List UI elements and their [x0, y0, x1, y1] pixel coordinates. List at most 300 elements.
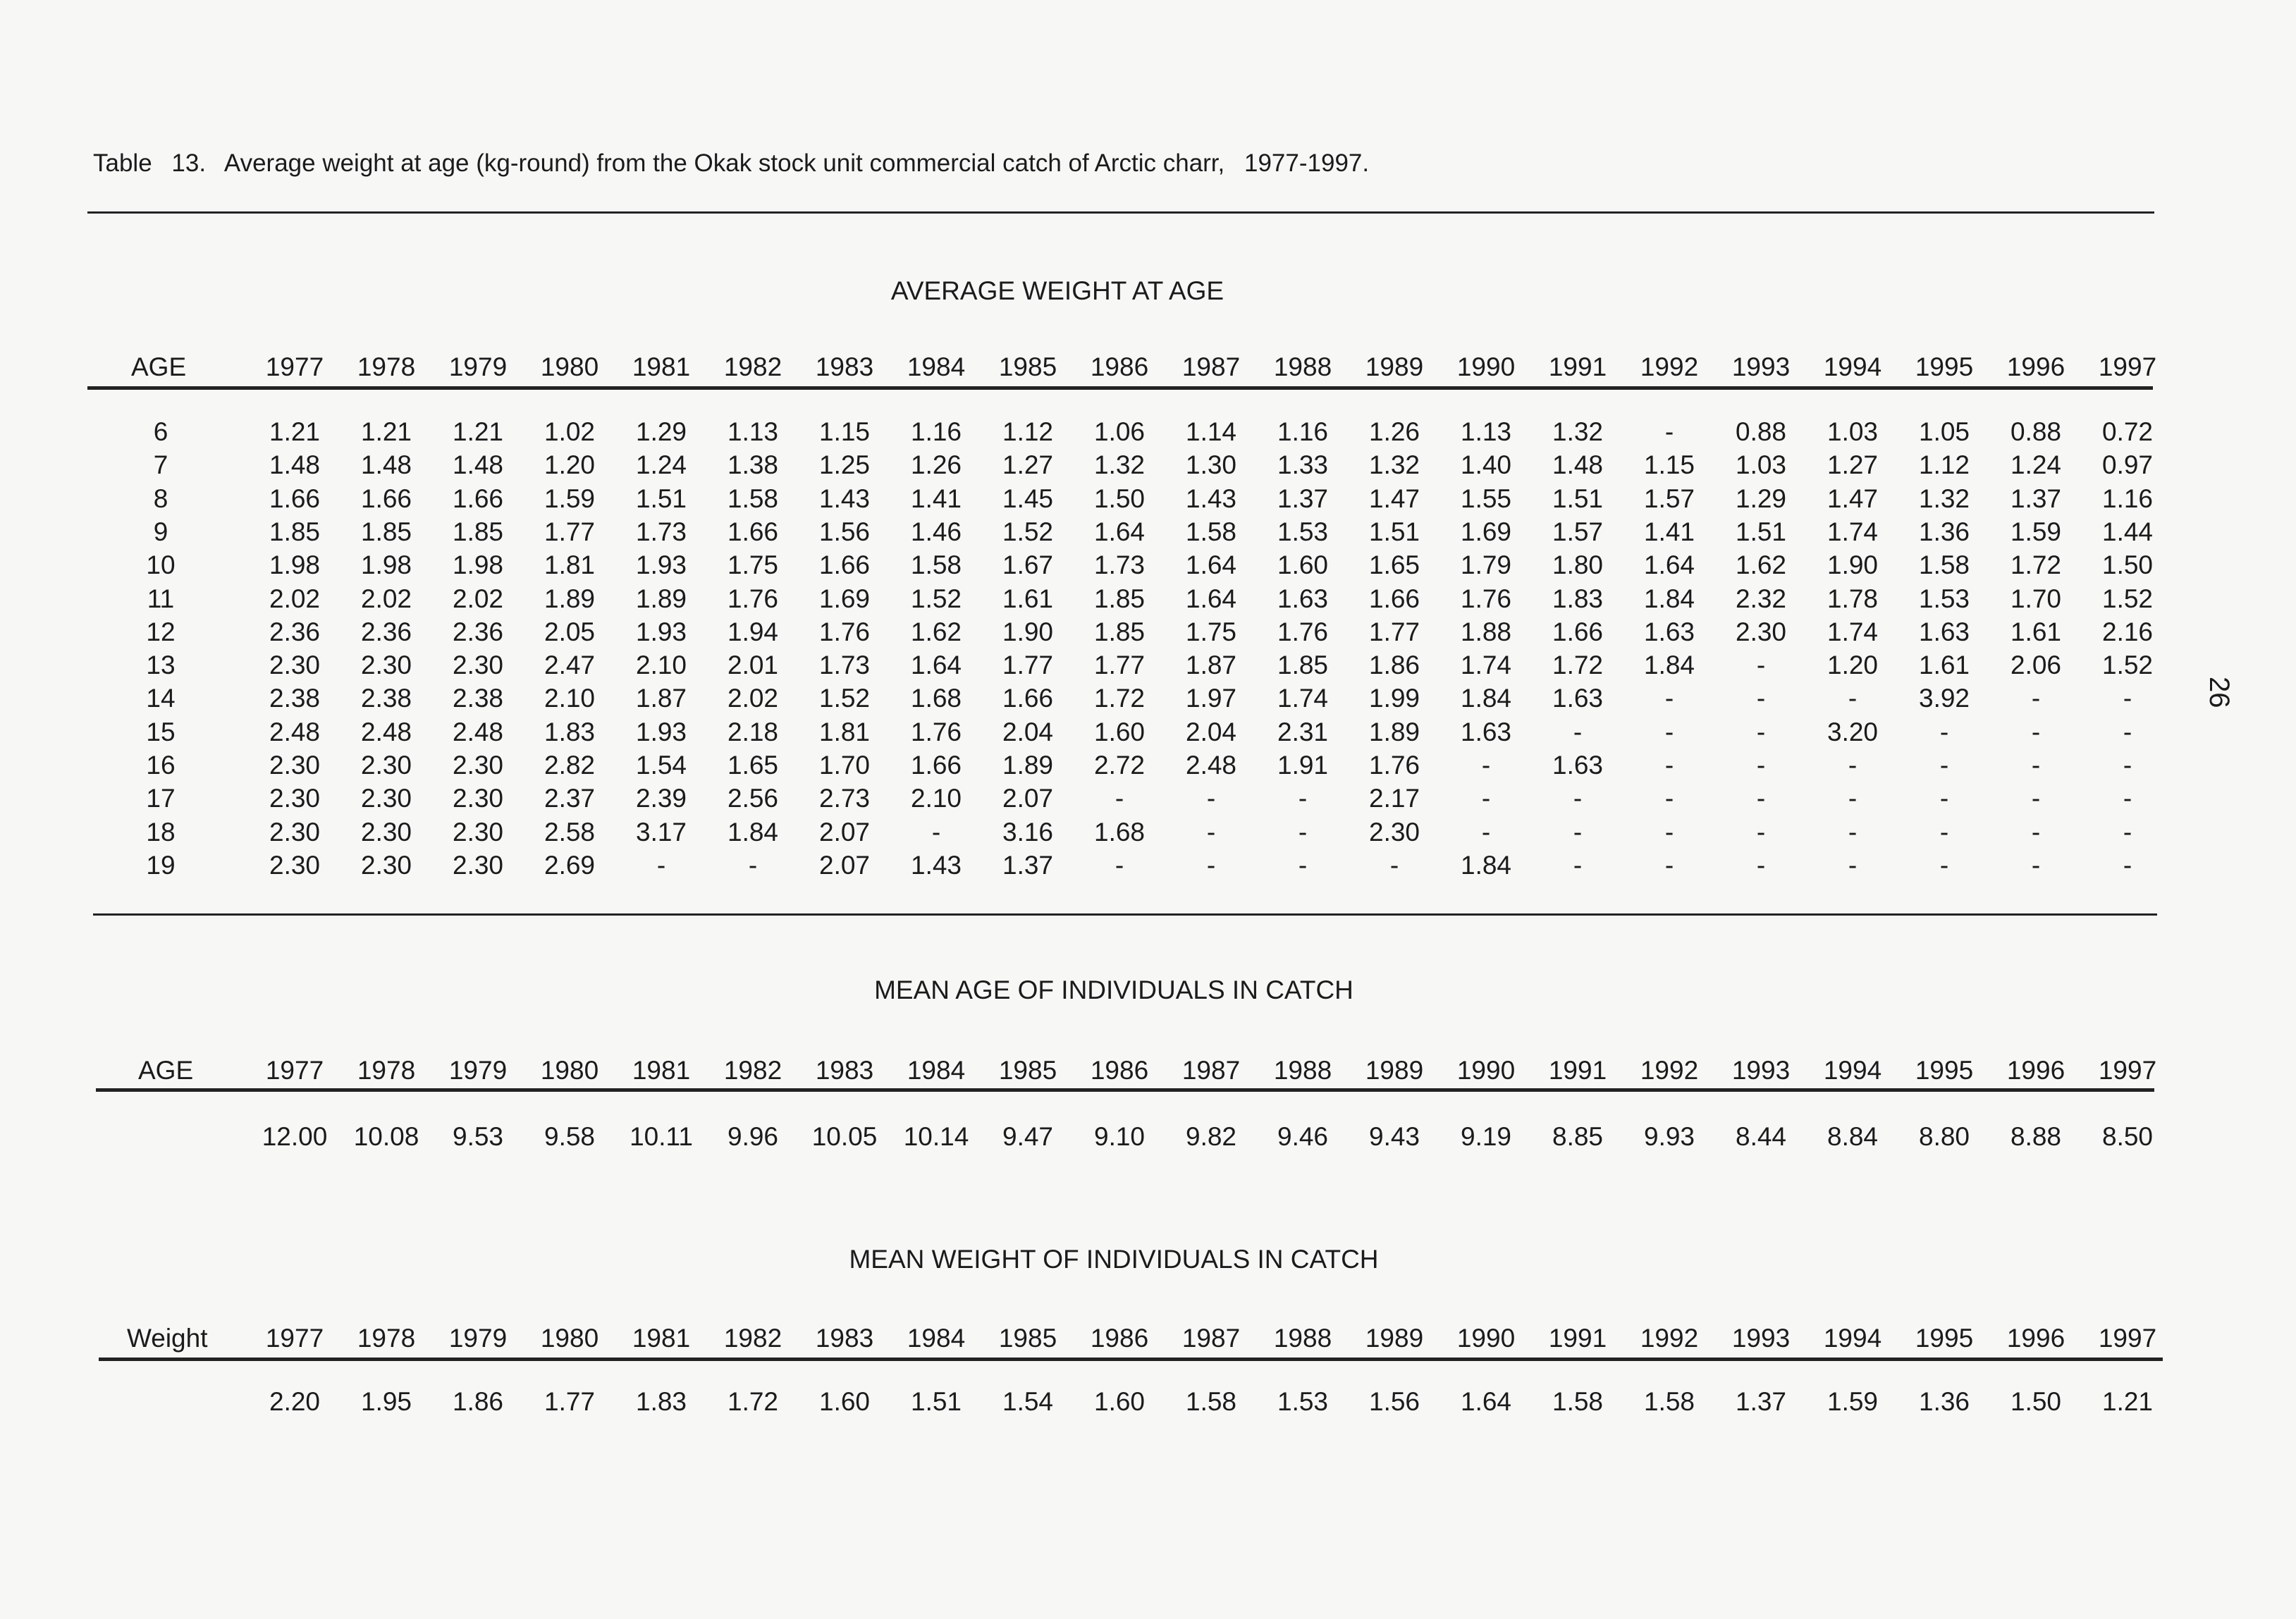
weight-cell-text: -: [1756, 684, 1766, 713]
mean-weight-cell-text: 1.56: [1368, 1387, 1420, 1416]
weight-cell-text: 1.56: [818, 517, 871, 546]
weight-cell-text: -: [1664, 751, 1674, 780]
weight-cell-text: -: [1756, 784, 1766, 813]
weight-cell-text: 1.41: [1643, 517, 1695, 546]
average-weight-header-rule: [87, 386, 2153, 390]
weight-cell-text: 1.45: [1002, 484, 1054, 513]
weight-cell-text: 2.56: [727, 784, 779, 813]
weight-cell-text: 1.40: [1460, 450, 1512, 479]
weight-cell-text: 1.24: [2010, 450, 2062, 479]
weight-cell-text: 1.24: [635, 450, 687, 479]
weight-cell-text: 1.68: [1093, 818, 1146, 847]
mean-weight-cell-text: 1.21: [2101, 1387, 2154, 1416]
mean-age-cell-text: 10.05: [811, 1122, 878, 1151]
mean-weight-cell-text: 1.37: [1735, 1387, 1787, 1416]
weight-cell-text: 1.44: [2101, 517, 2154, 546]
mean-weight-cell-text: 1.58: [1552, 1387, 1604, 1416]
weight-cell-text: 1.74: [1460, 651, 1512, 679]
table-row: [0, 684, 2296, 718]
weight-cell-text: 1.64: [1643, 550, 1695, 579]
table-row: [0, 617, 2296, 651]
weight-cell-text: 1.26: [1368, 417, 1420, 446]
weight-cell-text: 1.98: [360, 550, 412, 579]
weight-cell-text: 1.78: [1827, 584, 1879, 613]
weight-cell-text: 2.30: [360, 651, 412, 679]
weight-cell-text: 1.77: [1002, 651, 1054, 679]
weight-cell-text: 1.84: [1643, 584, 1695, 613]
year-header-cell-text: 1982: [723, 352, 782, 381]
weight-cell-text: -: [1939, 851, 1949, 880]
weight-cell-text: 1.63: [1460, 718, 1512, 746]
mean-weight-header-rule: [99, 1358, 2163, 1361]
weight-cell-text: -: [1756, 851, 1766, 880]
weight-cell-text: 2.01: [727, 651, 779, 679]
weight-cell-text: 1.52: [1002, 517, 1054, 546]
weight-cell-text: 1.83: [544, 718, 596, 746]
weight-cell-text: 2.07: [818, 818, 871, 847]
weight-cell-text: 1.57: [1643, 484, 1695, 513]
weight-cell-text: -: [1481, 751, 1491, 780]
weight-cell-text: 1.64: [1185, 584, 1237, 613]
mean-age-cell-text: 9.47: [1002, 1122, 1054, 1151]
weight-cell-text: -: [1481, 818, 1491, 847]
year-header-cell-text: 1989: [1365, 1056, 1424, 1085]
weight-cell-text: 1.84: [727, 818, 779, 847]
mean-age-cell-text: 8.88: [2010, 1122, 2062, 1151]
mean-weight-row-header: Weight: [127, 1324, 208, 1353]
mean-weight-title: MEAN WEIGHT OF INDIVIDUALS IN CATCH: [849, 1245, 1379, 1274]
weight-cell-text: 1.52: [910, 584, 962, 613]
age-cell-text: 7: [153, 450, 168, 479]
age-cell-text: 15: [146, 718, 176, 746]
weight-cell-text: -: [2031, 718, 2041, 746]
mean-age-cell-text: 10.08: [353, 1122, 419, 1151]
weight-cell-text: 1.32: [1918, 484, 1970, 513]
weight-cell-text: 1.61: [2010, 617, 2062, 646]
weight-cell-text: -: [2031, 851, 2041, 880]
weight-cell-text: 1.89: [1368, 718, 1420, 746]
weight-cell-text: -: [2123, 684, 2132, 713]
mean-weight-values-row: [0, 1387, 2296, 1421]
weight-cell-text: -: [1115, 851, 1124, 880]
mean-weight-cell-text: 1.58: [1185, 1387, 1237, 1416]
year-header-cell-text: 1992: [1640, 352, 1699, 381]
weight-cell-text: 1.66: [1002, 684, 1054, 713]
weight-cell-text: 2.36: [452, 617, 504, 646]
weight-cell-text: 1.02: [544, 417, 596, 446]
year-header-cell-text: 1980: [540, 352, 599, 381]
weight-cell-text: -: [1206, 851, 1216, 880]
weight-cell-text: 1.63: [1918, 617, 1970, 646]
weight-cell-text: 1.60: [1093, 718, 1146, 746]
year-header-cell-text: 1985: [998, 352, 1057, 381]
weight-cell-text: 1.62: [1735, 550, 1787, 579]
weight-cell-text: -: [1848, 818, 1858, 847]
year-header-cell-text: 1995: [1915, 1324, 1974, 1353]
weight-cell-text: 2.04: [1185, 718, 1237, 746]
weight-cell-text: 1.77: [1093, 651, 1146, 679]
year-header-cell-text: 1992: [1640, 1056, 1699, 1085]
average-weight-title: AVERAGE WEIGHT AT AGE: [890, 276, 1224, 305]
age-cell-text: 9: [153, 517, 168, 546]
mean-weight-cell-text: 1.83: [635, 1387, 687, 1416]
weight-cell-text: -: [1664, 851, 1674, 880]
weight-cell-text: 3.17: [635, 818, 687, 847]
weight-cell-text: 1.91: [1277, 751, 1329, 780]
mean-weight-cell-text: 2.20: [269, 1387, 321, 1416]
mean-weight-cell-text: 1.95: [360, 1387, 412, 1416]
table-row: [0, 651, 2296, 684]
weight-cell-text: 1.48: [452, 450, 504, 479]
table-row: [0, 584, 2296, 618]
mean-age-title: MEAN AGE OF INDIVIDUALS IN CATCH: [874, 975, 1353, 1004]
mean-age-cell-text: 9.53: [452, 1122, 504, 1151]
weight-cell-text: 1.63: [1277, 584, 1329, 613]
year-header-cell-text: 1996: [2006, 1056, 2065, 1085]
weight-cell-text: 1.61: [1002, 584, 1054, 613]
weight-cell-text: 2.82: [544, 751, 596, 780]
year-header-cell-text: 1994: [1823, 352, 1882, 381]
weight-cell-text: -: [1756, 718, 1766, 746]
weight-cell-text: -: [1939, 718, 1949, 746]
weight-cell-text: 1.87: [635, 684, 687, 713]
weight-cell-text: 1.83: [1552, 584, 1604, 613]
weight-cell-text: -: [1298, 851, 1308, 880]
weight-cell-text: 1.81: [544, 550, 596, 579]
weight-cell-text: 2.30: [360, 818, 412, 847]
table-row: [0, 517, 2296, 551]
average-weight-bottom-rule: [93, 913, 2157, 916]
weight-cell-text: 1.69: [818, 584, 871, 613]
weight-cell-text: 1.20: [544, 450, 596, 479]
weight-cell-text: 1.97: [1185, 684, 1237, 713]
mean-weight-cell-text: 1.36: [1918, 1387, 1970, 1416]
table-row: [0, 550, 2296, 584]
weight-cell-text: 2.30: [360, 751, 412, 780]
mean-age-cell-text: 9.58: [544, 1122, 596, 1151]
weight-cell-text: 2.17: [1368, 784, 1420, 813]
table-row: [0, 751, 2296, 784]
weight-cell-text: 2.30: [452, 784, 504, 813]
year-header-cell-text: 1980: [540, 1324, 599, 1353]
weight-cell-text: 2.16: [2101, 617, 2154, 646]
age-cell-text: 11: [147, 584, 175, 613]
weight-cell-text: 1.76: [1460, 584, 1512, 613]
weight-cell-text: 2.10: [635, 651, 687, 679]
mean-weight-cell-text: 1.86: [452, 1387, 504, 1416]
mean-age-cell-text: 8.85: [1552, 1122, 1604, 1151]
weight-cell-text: -: [1573, 784, 1583, 813]
weight-cell-text: 3.20: [1827, 718, 1879, 746]
weight-cell-text: 1.16: [1277, 417, 1329, 446]
caption-number: 13.: [171, 149, 207, 177]
weight-cell-text: 1.43: [818, 484, 871, 513]
weight-cell-text: 1.62: [910, 617, 962, 646]
mean-weight-cell-text: 1.58: [1643, 1387, 1695, 1416]
year-header-cell-text: 1996: [2006, 1324, 2065, 1353]
weight-cell-text: 1.37: [1002, 851, 1054, 880]
weight-cell-text: 2.02: [269, 584, 321, 613]
weight-cell-text: 1.53: [1277, 517, 1329, 546]
weight-cell-text: -: [1664, 818, 1674, 847]
weight-cell-text: -: [1206, 818, 1216, 847]
weight-cell-text: 1.63: [1552, 751, 1604, 780]
weight-cell-text: 2.02: [452, 584, 504, 613]
year-header-cell-text: 1993: [1731, 1324, 1791, 1353]
weight-cell-text: 1.05: [1918, 417, 1970, 446]
weight-cell-text: 1.77: [544, 517, 596, 546]
weight-cell-text: 2.31: [1277, 718, 1329, 746]
weight-cell-text: -: [2031, 751, 2041, 780]
year-header-cell-text: 1985: [998, 1324, 1057, 1353]
weight-cell-text: 2.30: [269, 651, 321, 679]
weight-cell-text: 1.90: [1002, 617, 1054, 646]
weight-cell-text: -: [2031, 818, 2041, 847]
weight-cell-text: 2.30: [452, 751, 504, 780]
year-header-cell-text: 1986: [1090, 352, 1149, 381]
weight-cell-text: 1.26: [910, 450, 962, 479]
weight-cell-text: 1.76: [1277, 617, 1329, 646]
weight-cell-text: 2.30: [1368, 818, 1420, 847]
weight-cell-text: 1.86: [1368, 651, 1420, 679]
mean-weight-cell-text: 1.51: [910, 1387, 962, 1416]
weight-cell-text: 1.58: [910, 550, 962, 579]
weight-cell-text: 2.32: [1735, 584, 1787, 613]
mean-weight-cell-text: 1.54: [1002, 1387, 1054, 1416]
age-cell-text: 16: [146, 751, 176, 780]
weight-cell-text: 2.73: [818, 784, 871, 813]
weight-cell-text: -: [656, 851, 666, 880]
weight-cell-text: 1.89: [544, 584, 596, 613]
weight-cell-text: 1.98: [452, 550, 504, 579]
mean-weight-cell-text: 1.53: [1277, 1387, 1329, 1416]
weight-cell-text: 1.66: [360, 484, 412, 513]
weight-cell-text: 1.73: [818, 651, 871, 679]
weight-cell-text: 2.38: [360, 684, 412, 713]
weight-cell-text: -: [1115, 784, 1124, 813]
page-number: 26: [2204, 677, 2235, 708]
weight-cell-text: 2.36: [360, 617, 412, 646]
weight-cell-text: 1.03: [1827, 417, 1879, 446]
weight-cell-text: 2.39: [635, 784, 687, 813]
mean-weight-cell-text: 1.64: [1460, 1387, 1512, 1416]
weight-cell-text: 2.30: [452, 651, 504, 679]
weight-cell-text: 1.99: [1368, 684, 1420, 713]
year-header-cell-text: 1990: [1456, 1324, 1516, 1353]
weight-cell-text: 1.12: [1002, 417, 1054, 446]
weight-cell-text: 1.66: [1368, 584, 1420, 613]
weight-cell-text: 1.65: [727, 751, 779, 780]
weight-cell-text: 1.85: [269, 517, 321, 546]
year-header-cell-text: 1987: [1181, 352, 1241, 381]
weight-cell-text: 1.54: [635, 751, 687, 780]
mean-weight-cell-text: 1.72: [727, 1387, 779, 1416]
weight-cell-text: 2.36: [269, 617, 321, 646]
weight-cell-text: -: [1664, 718, 1674, 746]
weight-cell-text: -: [1848, 784, 1858, 813]
caption-years: 1977-1997.: [1244, 149, 1370, 177]
year-header-cell-text: 1990: [1456, 352, 1516, 381]
weight-cell-text: 1.66: [452, 484, 504, 513]
table-row: [0, 718, 2296, 751]
weight-cell-text: 1.84: [1460, 684, 1512, 713]
age-cell-text: 13: [146, 651, 176, 679]
year-header-cell-text: 1994: [1823, 1324, 1882, 1353]
mean-age-cell-text: 10.11: [630, 1122, 693, 1151]
age-cell-text: 18: [146, 818, 176, 847]
weight-cell-text: -: [1573, 851, 1583, 880]
weight-cell-text: -: [1848, 851, 1858, 880]
weight-cell-text: 2.02: [360, 584, 412, 613]
weight-cell-text: 1.81: [818, 718, 871, 746]
weight-cell-text: -: [1756, 818, 1766, 847]
year-header-cell-text: 1981: [632, 1324, 691, 1353]
caption-text: Average weight at age (kg-round) from the Okak stock unit commercial catch of Arctic charr,: [223, 149, 1225, 177]
weight-cell-text: 1.72: [1552, 651, 1604, 679]
weight-cell-text: -: [1939, 818, 1949, 847]
weight-cell-text: 2.48: [1185, 751, 1237, 780]
weight-cell-text: 1.30: [1185, 450, 1237, 479]
weight-cell-text: -: [2123, 718, 2132, 746]
weight-cell-text: -: [1206, 784, 1216, 813]
weight-cell-text: 2.10: [544, 684, 596, 713]
weight-cell-text: 1.93: [635, 718, 687, 746]
weight-cell-text: 1.74: [1827, 617, 1879, 646]
year-header-cell-text: 1988: [1273, 1324, 1332, 1353]
year-header-cell-text: 1994: [1823, 1056, 1882, 1085]
year-header-cell-text: 1993: [1731, 352, 1791, 381]
year-header-cell-text: 1989: [1365, 1324, 1424, 1353]
weight-cell-text: 2.10: [910, 784, 962, 813]
mean-age-header-row: [0, 1056, 2296, 1090]
mean-weight-cell-text: 1.60: [1093, 1387, 1146, 1416]
weight-cell-text: 1.52: [818, 684, 871, 713]
weight-cell-text: 1.47: [1827, 484, 1879, 513]
mean-weight-cell-text: 1.50: [2010, 1387, 2062, 1416]
year-header-cell-text: 1977: [265, 1324, 324, 1353]
weight-cell-text: 1.21: [269, 417, 321, 446]
year-header-cell-text: 1978: [357, 1056, 416, 1085]
weight-cell-text: 1.29: [635, 417, 687, 446]
weight-cell-text: 1.32: [1093, 450, 1146, 479]
mean-age-cell-text: 9.19: [1460, 1122, 1512, 1151]
weight-cell-text: 1.47: [1368, 484, 1420, 513]
weight-cell-text: 1.58: [1185, 517, 1237, 546]
table-row: [0, 784, 2296, 818]
weight-cell-text: 1.50: [2101, 550, 2154, 579]
weight-cell-text: -: [2123, 851, 2132, 880]
year-header-cell-text: 1981: [632, 352, 691, 381]
year-header-cell-text: 1986: [1090, 1056, 1149, 1085]
caption-label: Table: [93, 149, 152, 177]
weight-cell-text: 1.66: [727, 517, 779, 546]
weight-cell-text: -: [1298, 784, 1308, 813]
weight-cell-text: 2.72: [1093, 751, 1146, 780]
weight-cell-text: -: [1664, 684, 1674, 713]
weight-cell-text: -: [1664, 784, 1674, 813]
mean-weight-cell-text: 1.60: [818, 1387, 871, 1416]
year-header-cell-text: 1990: [1456, 1056, 1516, 1085]
year-header-cell-text: 1995: [1915, 352, 1974, 381]
weight-cell-text: 1.51: [635, 484, 687, 513]
age-cell-text: 8: [153, 484, 168, 513]
table-row: [0, 851, 2296, 885]
year-header-cell-text: 1991: [1548, 1056, 1607, 1085]
weight-cell-text: 2.30: [1735, 617, 1787, 646]
weight-cell-text: 2.30: [360, 851, 412, 880]
weight-cell-text: 1.46: [910, 517, 962, 546]
mean-age-cell-text: 12.00: [262, 1122, 328, 1151]
weight-cell-text: 1.93: [635, 550, 687, 579]
weight-cell-text: 1.75: [1185, 617, 1237, 646]
weight-cell-text: 0.97: [2101, 450, 2154, 479]
weight-cell-text: 1.13: [1460, 417, 1512, 446]
weight-cell-text: 2.69: [544, 851, 596, 880]
year-header-cell-text: 1988: [1273, 1056, 1332, 1085]
weight-cell-text: 2.48: [452, 718, 504, 746]
weight-cell-text: 2.30: [269, 818, 321, 847]
weight-cell-text: 2.48: [360, 718, 412, 746]
year-header-cell-text: 1995: [1915, 1056, 1974, 1085]
weight-cell-text: -: [1389, 851, 1399, 880]
weight-cell-text: 1.79: [1460, 550, 1512, 579]
weight-cell-text: 1.38: [727, 450, 779, 479]
weight-cell-text: 1.29: [1735, 484, 1787, 513]
weight-cell-text: -: [1298, 818, 1308, 847]
year-header-cell-text: 1983: [815, 1324, 874, 1353]
weight-cell-text: 1.88: [1460, 617, 1512, 646]
weight-cell-text: 1.20: [1827, 651, 1879, 679]
year-header-cell-text: 1979: [448, 1324, 508, 1353]
weight-cell-text: 1.89: [1002, 751, 1054, 780]
year-header-cell-text: 1977: [265, 1056, 324, 1085]
weight-cell-text: 1.37: [1277, 484, 1329, 513]
year-header-cell-text: 1983: [815, 352, 874, 381]
mean-weight-cell-text: 1.59: [1827, 1387, 1879, 1416]
weight-cell-text: 1.21: [452, 417, 504, 446]
weight-cell-text: 1.27: [1827, 450, 1879, 479]
year-header-cell-text: 1978: [357, 352, 416, 381]
year-header-cell-text: 1987: [1181, 1056, 1241, 1085]
weight-cell-text: 1.63: [1552, 684, 1604, 713]
weight-cell-text: 2.58: [544, 818, 596, 847]
weight-cell-text: 1.76: [818, 617, 871, 646]
weight-cell-text: 1.51: [1552, 484, 1604, 513]
weight-cell-text: 1.90: [1827, 550, 1879, 579]
weight-cell-text: 1.12: [1918, 450, 1970, 479]
weight-cell-text: 1.84: [1643, 651, 1695, 679]
weight-cell-text: -: [1848, 684, 1858, 713]
year-header-cell-text: 1979: [448, 1056, 508, 1085]
weight-cell-text: 2.38: [452, 684, 504, 713]
year-header-cell-text: 1985: [998, 1056, 1057, 1085]
year-header-cell-text: 1982: [723, 1056, 782, 1085]
weight-cell-text: 2.07: [1002, 784, 1054, 813]
weight-cell-text: 2.38: [269, 684, 321, 713]
weight-cell-text: 1.36: [1918, 517, 1970, 546]
year-header-cell-text: 1984: [907, 1056, 966, 1085]
weight-cell-text: 3.92: [1918, 684, 1970, 713]
weight-cell-text: -: [1939, 784, 1949, 813]
year-header-cell-text: 1993: [1731, 1056, 1791, 1085]
age-cell-text: 10: [146, 550, 176, 579]
age-cell-text: 12: [146, 617, 176, 646]
weight-cell-text: -: [1848, 751, 1858, 780]
weight-cell-text: 1.64: [1093, 517, 1146, 546]
weight-cell-text: 3.16: [1002, 818, 1054, 847]
mean-age-cell-text: 8.50: [2101, 1122, 2154, 1151]
mean-age-cell-text: 10.14: [903, 1122, 969, 1151]
